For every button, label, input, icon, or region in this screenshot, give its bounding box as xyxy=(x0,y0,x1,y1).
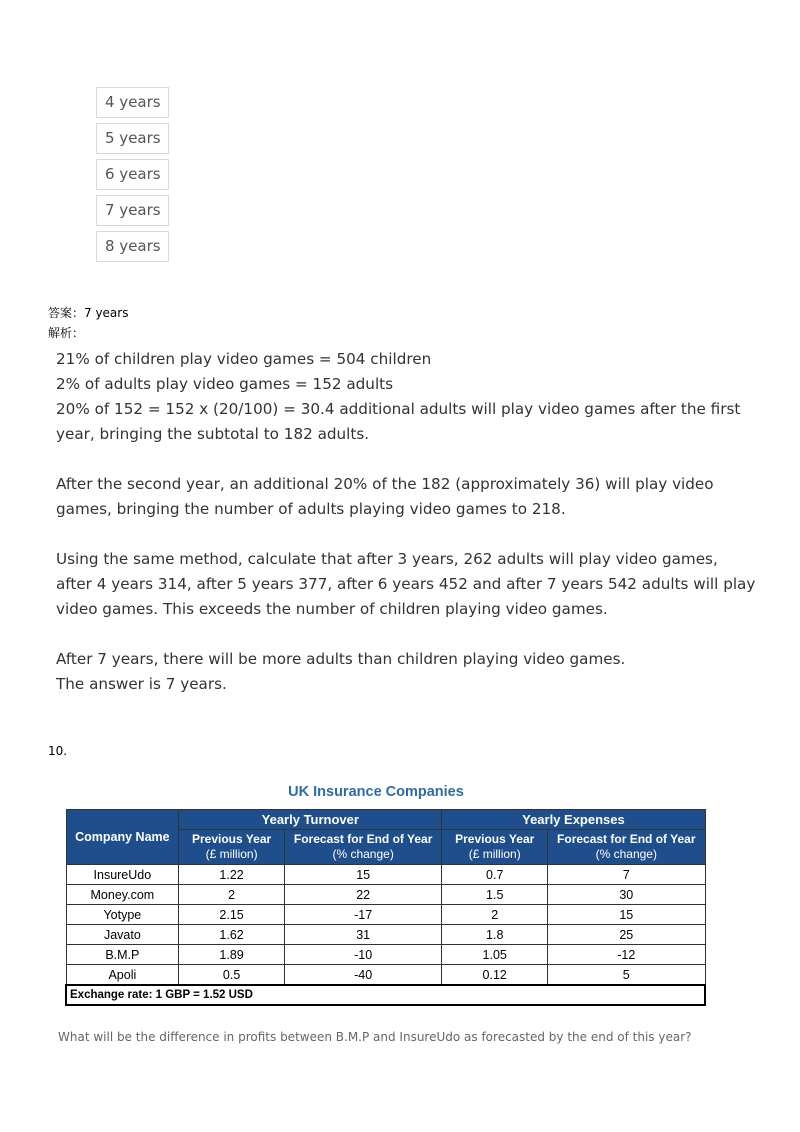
company-name-cell: Money.com xyxy=(66,885,179,905)
company-name-cell: InsureUdo xyxy=(66,865,179,885)
table-cell: 1.62 xyxy=(179,925,285,945)
explanation-paragraph-2: After the second year, an additional 20% of the 182 (approximately 36) will play video games, bringing the number of adults playing video games to 218. xyxy=(56,475,714,518)
table-cell: 0.12 xyxy=(442,965,548,986)
option-8-years[interactable]: 8 years xyxy=(96,231,169,262)
table-cell: -12 xyxy=(548,945,705,965)
company-name-header: Company Name xyxy=(66,810,179,865)
table-cell: 5 xyxy=(548,965,705,986)
expenses-forecast-header: Forecast for End of Year (% change) xyxy=(548,830,705,865)
table-cell: 1.8 xyxy=(442,925,548,945)
table-cell: 1.5 xyxy=(442,885,548,905)
insurance-table xyxy=(65,809,706,1006)
explanation-conclusion: After 7 years, there will be more adults than children playing video games. xyxy=(56,650,626,668)
table-cell: -10 xyxy=(284,945,441,965)
answer-line: 答案：7 years xyxy=(48,306,129,320)
option-7-years[interactable]: 7 years xyxy=(96,195,169,226)
exchange-rate-note: Exchange rate: 1 GBP = 1.52 USD xyxy=(66,985,705,1005)
expenses-previous-year-header: Previous Year (£ million) xyxy=(442,830,548,865)
table-cell: 0.5 xyxy=(179,965,285,986)
analysis-label: 解析： xyxy=(48,326,85,340)
table-cell: -40 xyxy=(284,965,441,986)
explanation xyxy=(56,347,756,722)
table-cell: 22 xyxy=(284,885,441,905)
table-row xyxy=(66,965,705,986)
company-name-cell: Yotype xyxy=(66,905,179,925)
table-row xyxy=(66,945,705,965)
question-text: What will be the difference in profits between B.M.P and InsureUdo as forecasted by the end of this year? xyxy=(58,1030,692,1044)
table-cell: 15 xyxy=(284,865,441,885)
table-row xyxy=(66,905,705,925)
answer-options xyxy=(96,87,169,267)
turnover-previous-year-header: Previous Year (£ million) xyxy=(179,830,285,865)
table-cell: 2 xyxy=(442,905,548,925)
table-title: UK Insurance Companies xyxy=(288,784,464,800)
table-cell: -17 xyxy=(284,905,441,925)
explanation-line-3: 20% of 152 = 152 x (20/100) = 30.4 additional adults will play video games after the first year, bringing the subtotal to 182 adults. xyxy=(56,400,741,443)
table-cell: 1.89 xyxy=(179,945,285,965)
table-cell: 30 xyxy=(548,885,705,905)
table-cell: 2.15 xyxy=(179,905,285,925)
explanation-paragraph-3: Using the same method, calculate that after 3 years, 262 adults will play video games, after 4 years 314, after 5 years 377, after 6 years 452 and after 7 years 542 adults will play video games. This exceeds the number of children playing video games. xyxy=(56,550,756,618)
option-4-years[interactable]: 4 years xyxy=(96,87,169,118)
table-cell: 0.7 xyxy=(442,865,548,885)
company-name-cell: Javato xyxy=(66,925,179,945)
yearly-turnover-header: Yearly Turnover xyxy=(179,810,442,830)
option-6-years[interactable]: 6 years xyxy=(96,159,169,190)
table-row xyxy=(66,865,705,885)
table-row xyxy=(66,925,705,945)
question-number: 10. xyxy=(48,744,68,758)
table-cell: 1.22 xyxy=(179,865,285,885)
explanation-answer: The answer is 7 years. xyxy=(56,675,227,693)
company-name-cell: Apoli xyxy=(66,965,179,986)
table-cell: 2 xyxy=(179,885,285,905)
company-name-cell: B.M.P xyxy=(66,945,179,965)
table-cell: 31 xyxy=(284,925,441,945)
explanation-line-1: 21% of children play video games = 504 children xyxy=(56,350,432,368)
table-row xyxy=(66,885,705,905)
table-cell: 25 xyxy=(548,925,705,945)
table-cell: 7 xyxy=(548,865,705,885)
option-5-years[interactable]: 5 years xyxy=(96,123,169,154)
table-cell: 15 xyxy=(548,905,705,925)
yearly-expenses-header: Yearly Expenses xyxy=(442,810,705,830)
explanation-line-2: 2% of adults play video games = 152 adults xyxy=(56,375,394,393)
turnover-forecast-header: Forecast for End of Year (% change) xyxy=(284,830,441,865)
table-cell: 1.05 xyxy=(442,945,548,965)
